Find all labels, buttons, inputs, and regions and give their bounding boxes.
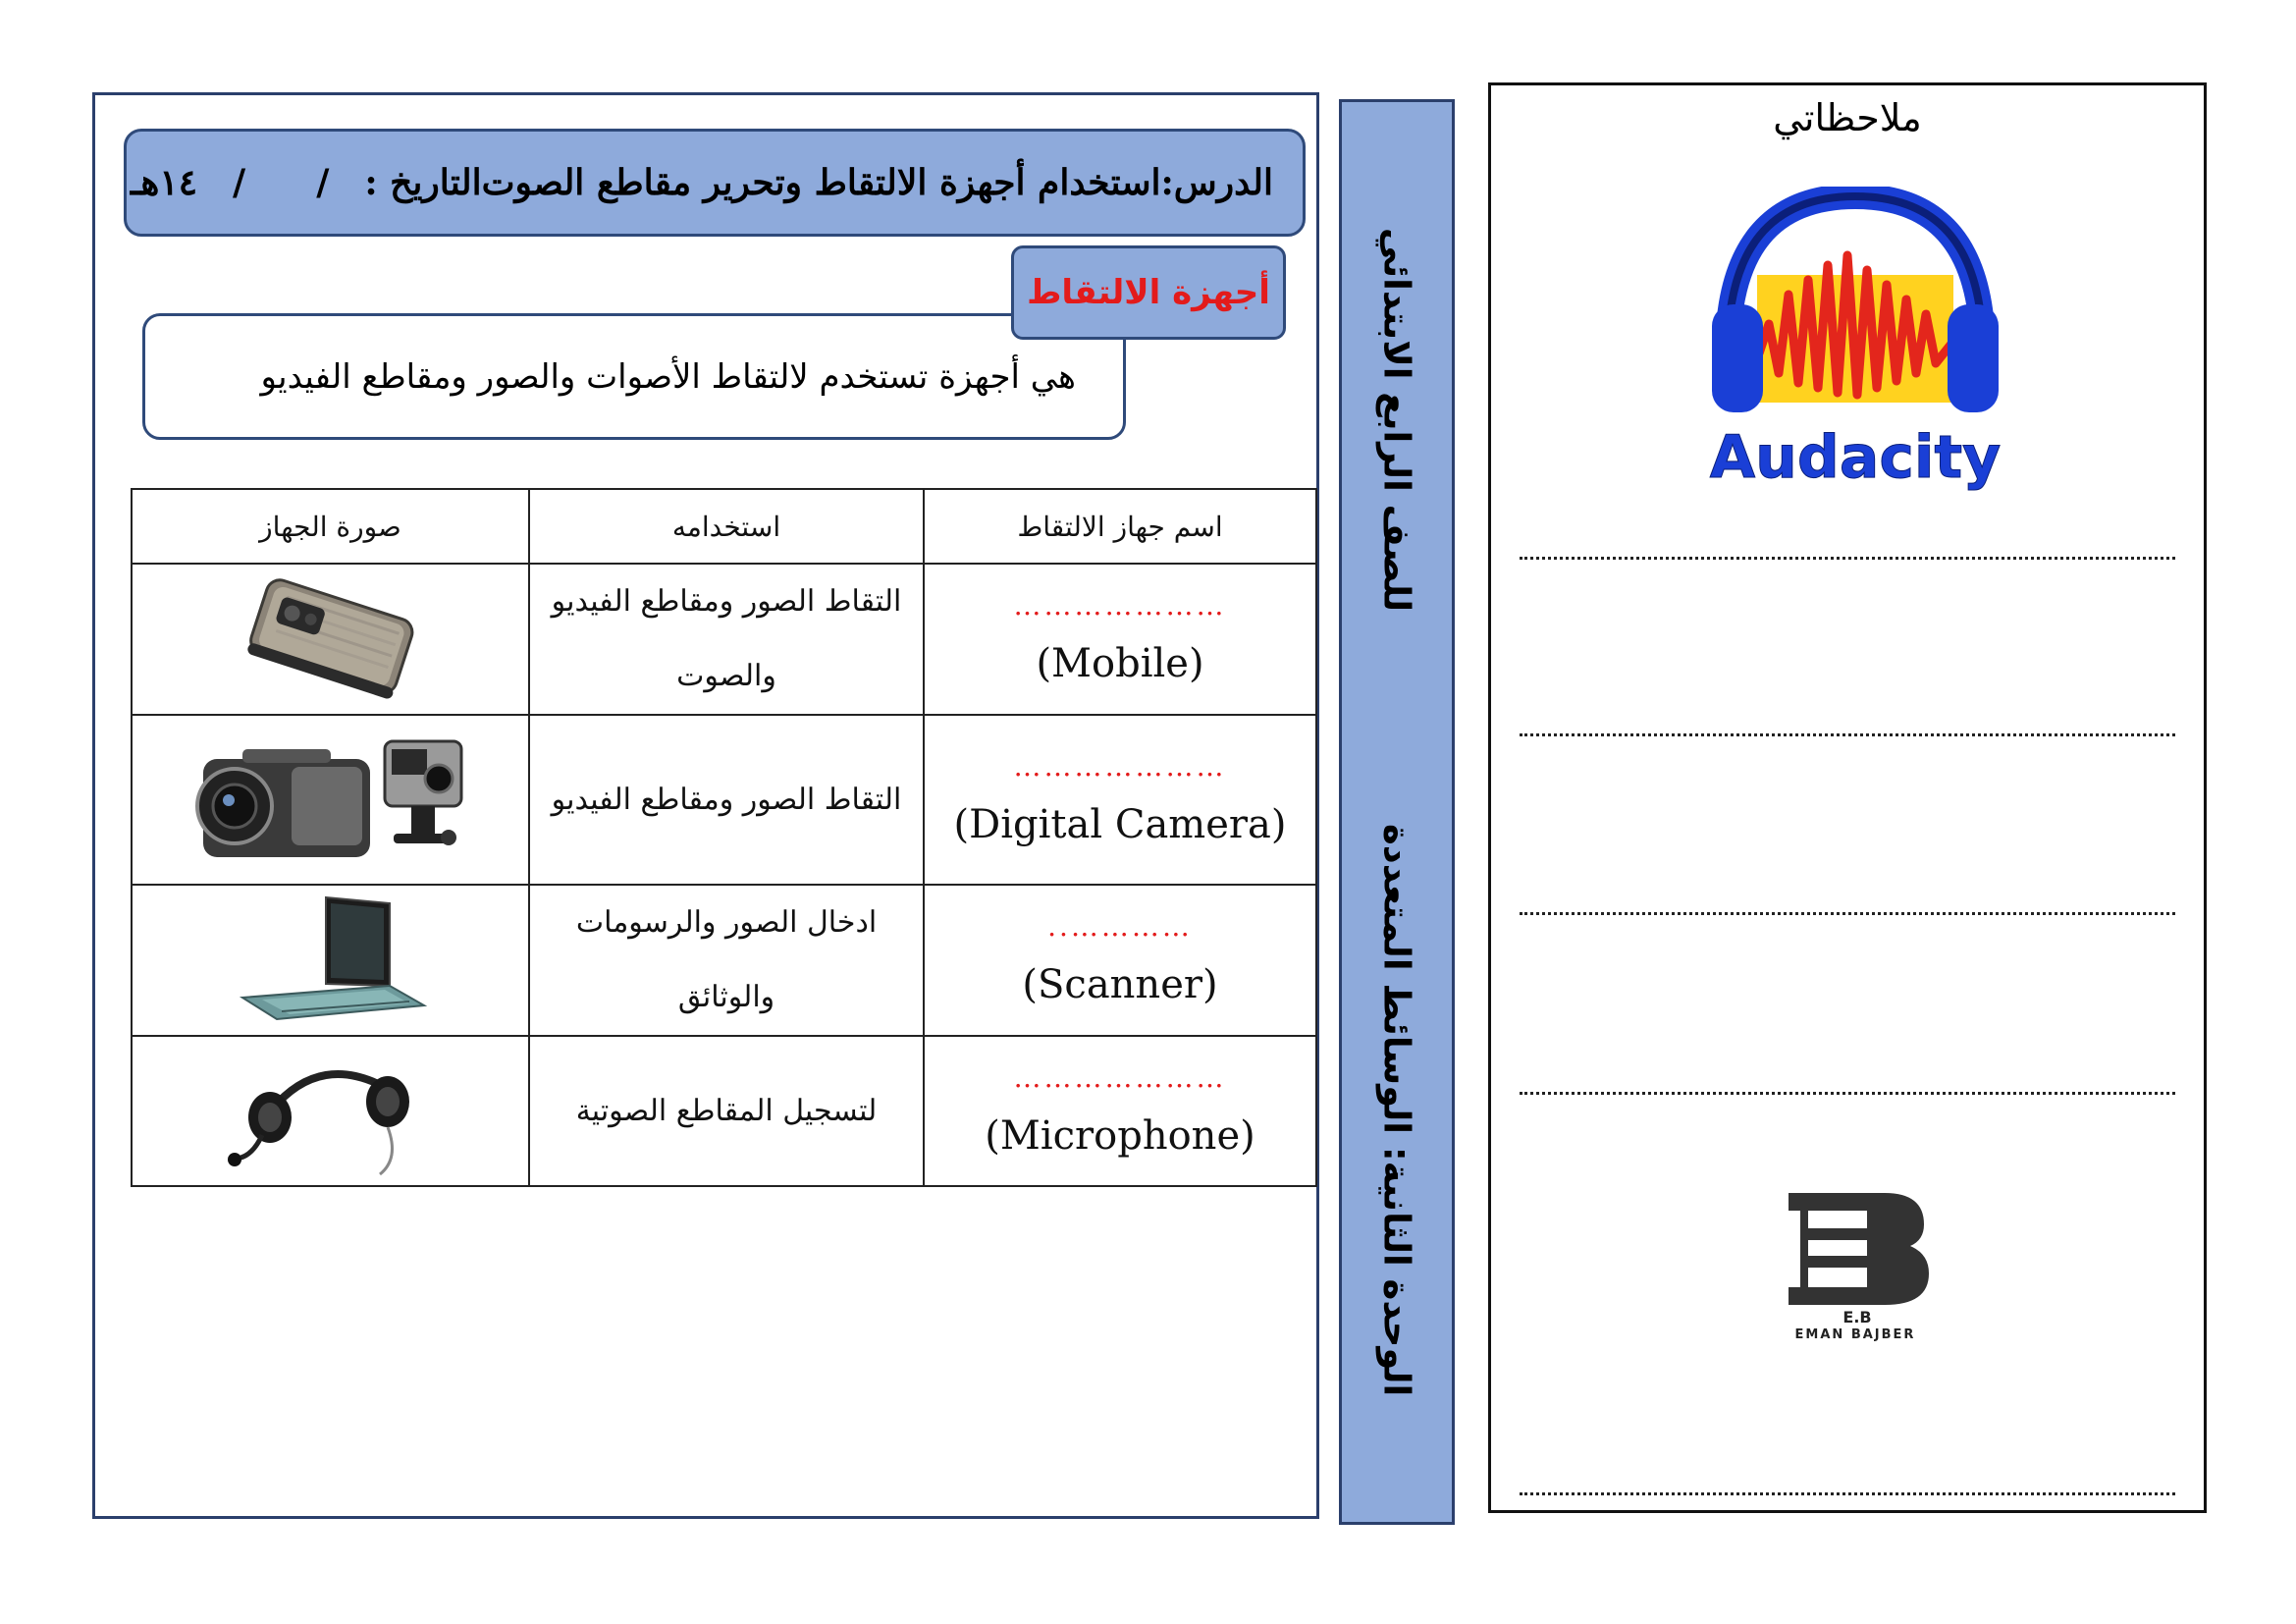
- devices-table: [131, 488, 1317, 1187]
- note-line: [1520, 1492, 2175, 1495]
- usage-line: والوثائق: [677, 980, 775, 1014]
- device-name-cell: [924, 715, 1316, 885]
- table-row: [132, 1036, 1316, 1186]
- note-line: [1520, 912, 2175, 915]
- usage-line: ادخال الصور والرسومات: [575, 905, 878, 940]
- column-header-device-name: اسم جهاز الالتقاط: [924, 489, 1316, 564]
- grade-label: للصف الرابع الابتدائي: [1375, 227, 1418, 613]
- device-name: (Microphone): [985, 1112, 1255, 1159]
- usage-line: والصوت: [676, 659, 776, 693]
- device-image-cell: [132, 1036, 529, 1186]
- badge-caption: EMAN BAJBER: [1794, 1327, 1916, 1342]
- device-name-cell: [924, 564, 1316, 715]
- badge-initials: E.B: [1842, 1308, 1872, 1326]
- device-image-cell: [132, 564, 529, 715]
- column-header-device-image: صورة الجهاز: [132, 489, 529, 564]
- usage-line: التقاط الصور ومقاطع الفيديو: [551, 782, 902, 817]
- usage-line: التقاط الصور ومقاطع الفيديو: [551, 584, 902, 619]
- section-title: أجهزة الالتقاط: [1011, 245, 1286, 340]
- device-name-cell: [924, 1036, 1316, 1186]
- date-separator: /: [316, 162, 330, 203]
- eb-badge-logo: [1767, 1183, 1944, 1330]
- usage-cell: [529, 1036, 924, 1186]
- unit-sidebar-text: [1376, 228, 1418, 1396]
- date-year: ١٤هـ: [130, 162, 198, 203]
- usage-cell: [529, 564, 924, 715]
- camcorder-icon: [184, 720, 478, 877]
- answer-blank: …………………: [1013, 1060, 1227, 1094]
- lesson-title: استخدام أجهزة الالتقاط وتحرير مقاطع الصوت: [481, 162, 1161, 203]
- audacity-logo: [1698, 187, 2012, 501]
- lesson-label: الدرس:: [1160, 162, 1273, 203]
- table-header-row: [132, 489, 1316, 564]
- table-row: [132, 885, 1316, 1036]
- notes-title: ملاحظاتي: [1773, 96, 1922, 139]
- scanner-icon: [223, 890, 439, 1027]
- answer-blank: …………..: [1047, 910, 1193, 943]
- answer-blank: …………………: [1013, 749, 1227, 783]
- device-image-cell: [132, 885, 529, 1036]
- note-line: [1520, 1092, 2175, 1095]
- device-name: (Mobile): [1036, 641, 1204, 686]
- smartphone-icon: [228, 573, 434, 701]
- usage-cell: [529, 715, 924, 885]
- date-label: التاريخ :: [364, 162, 482, 203]
- note-line: [1520, 557, 2175, 560]
- audacity-logo-text: Audacity: [1709, 423, 2002, 492]
- headset-microphone-icon: [223, 1041, 439, 1178]
- unit-title: الوحدة الثانية: الوسائط المتعددة: [1375, 823, 1418, 1397]
- lesson-header: [124, 129, 1306, 237]
- device-name-cell: [924, 885, 1316, 1036]
- definition-text: هي أجهزة تستخدم لالتقاط الأصوات والصور ومقاطع الفيديو: [260, 356, 1076, 397]
- table-row: [132, 715, 1316, 885]
- answer-blank: …………………: [1013, 589, 1227, 622]
- unit-sidebar: [1339, 99, 1455, 1525]
- device-name: (Scanner): [1022, 962, 1218, 1007]
- definition-box: [142, 313, 1126, 440]
- note-line: [1520, 733, 2175, 736]
- usage-line: لتسجيل المقاطع الصوتية: [575, 1093, 878, 1128]
- date-separator: /: [233, 162, 246, 203]
- column-header-usage: استخدامه: [529, 489, 924, 564]
- table-row: [132, 564, 1316, 715]
- device-name: (Digital Camera): [953, 801, 1287, 847]
- usage-cell: [529, 885, 924, 1036]
- device-image-cell: [132, 715, 529, 885]
